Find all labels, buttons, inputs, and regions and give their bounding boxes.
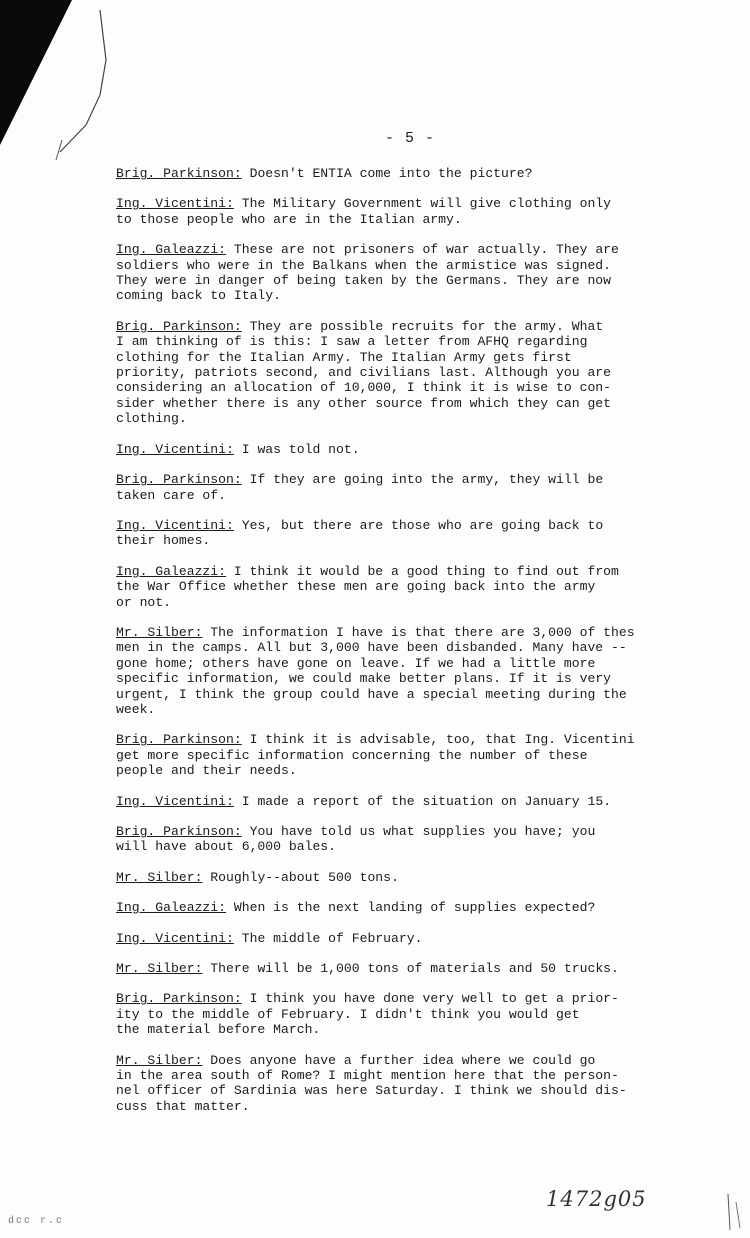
bottom-left-mark: dcc r.c (8, 1216, 65, 1227)
transcript-entry (116, 732, 712, 778)
speaker-name: Brig. Parkinson: (116, 824, 242, 839)
entry-text: I think you have done very well to get a prior- ity to the middle of February. I didn't think you would get the material before March. (116, 991, 619, 1038)
transcript-entry (116, 824, 712, 855)
transcript-entry (116, 196, 712, 227)
speaker-name: Mr. Silber: (116, 1052, 203, 1068)
transcript-entry (116, 518, 712, 549)
transcript-entry (116, 1053, 712, 1115)
entry-text: If they are going into the army, they will be taken care of. (116, 472, 604, 503)
entry-text: You have told us what supplies you have; you will have about 6,000 bales. (116, 824, 596, 855)
entry-text: The Military Government will give clothing only to those people who are in the Italian army. (116, 196, 612, 227)
speaker-name: Brig. Parkinson: (116, 318, 242, 334)
speaker-name: Brig. Parkinson: (116, 991, 242, 1007)
speaker-name: Ing. Vicentini: (116, 517, 234, 533)
scan-edge-marks (0, 0, 140, 170)
scan-edge-marks-bottom (724, 1192, 746, 1232)
speaker-name: Mr. Silber: (116, 961, 203, 977)
entry-text: I think it would be a good thing to find out from the War Office whether these men are going back into the army or not. (116, 563, 619, 610)
entry-text: I made a report of the situation on January 15. (241, 793, 612, 809)
speaker-name: Brig. Parkinson: (116, 166, 242, 181)
transcript-entry (116, 472, 712, 503)
entry-text: The information I have is that there are 3,000 of thes men in the camps. All but 3,000 have been disbanded. Many have -- gone home; others have gone on leave. If we had a little more specific information, we could make better plans. If it is very urgent, I think the group could have a special meeting during the week. (116, 624, 635, 717)
transcript-entry (116, 166, 712, 181)
speaker-name: Brig. Parkinson: (116, 732, 242, 748)
entry-text: I think it is advisable, too, that Ing. Vicentini get more specific information concerning the number of these people and their needs. (116, 732, 635, 779)
transcript-entry (116, 319, 712, 427)
transcript-entry (116, 242, 712, 304)
entry-text: The middle of February. (241, 930, 423, 946)
transcript-body (116, 166, 712, 1129)
speaker-name: Mr. Silber: (116, 869, 203, 885)
speaker-name: Mr. Silber: (116, 624, 203, 640)
handwritten-reference-number: 1472g05 (546, 1187, 647, 1211)
page-number: - 5 - (385, 130, 436, 147)
transcript-entry (116, 931, 712, 946)
transcript-entry (116, 442, 712, 457)
speaker-name: Ing. Vicentini: (116, 441, 234, 457)
transcript-entry (116, 870, 712, 885)
transcript-entry (116, 625, 712, 717)
transcript-entry (116, 991, 712, 1037)
entry-text: Does anyone have a further idea where we could go in the area south of Rome? I might mention here that the person- nel officer of Sardinia was here Saturday. I think we should dis- cuss that matter. (116, 1052, 627, 1114)
speaker-name: Ing. Galeazzi: (116, 563, 227, 579)
entry-text: These are not prisoners of war actually. They are soldiers who were in the Balkans when the armistice was signed. They were in danger of being taken by the Germans. They are now coming back to Italy. (116, 242, 619, 304)
entry-text: There will be 1,000 tons of materials and 50 trucks. (210, 961, 619, 977)
speaker-name: Ing. Vicentini: (116, 793, 234, 809)
speaker-name: Ing. Galeazzi: (116, 900, 227, 916)
entry-text: Doesn't ENTIA come into the picture? (249, 166, 533, 181)
entry-text: Yes, but there are those who are going back to their homes. (116, 517, 604, 549)
entry-text: They are possible recruits for the army. What I am thinking of is this: I saw a letter from AFHQ regarding clothing for the Italian Army. The Italian Army gets first priority, patriots second, and civilians last. Although you are considering an allocation of 10,000, I think it is wise to con- sider whether there is any other source from which they can get clothing. (116, 318, 612, 427)
transcript-entry (116, 961, 712, 976)
speaker-name: Ing. Galeazzi: (116, 242, 227, 258)
entry-text: When is the next landing of supplies expected? (233, 900, 596, 916)
transcript-entry (116, 794, 712, 809)
speaker-name: Ing. Vicentini: (116, 196, 234, 212)
entry-text: Roughly--about 500 tons. (210, 869, 399, 885)
transcript-entry (116, 900, 712, 915)
transcript-entry (116, 564, 712, 610)
entry-text: I was told not. (241, 441, 360, 457)
speaker-name: Ing. Vicentini: (116, 930, 234, 946)
speaker-name: Brig. Parkinson: (116, 472, 242, 488)
